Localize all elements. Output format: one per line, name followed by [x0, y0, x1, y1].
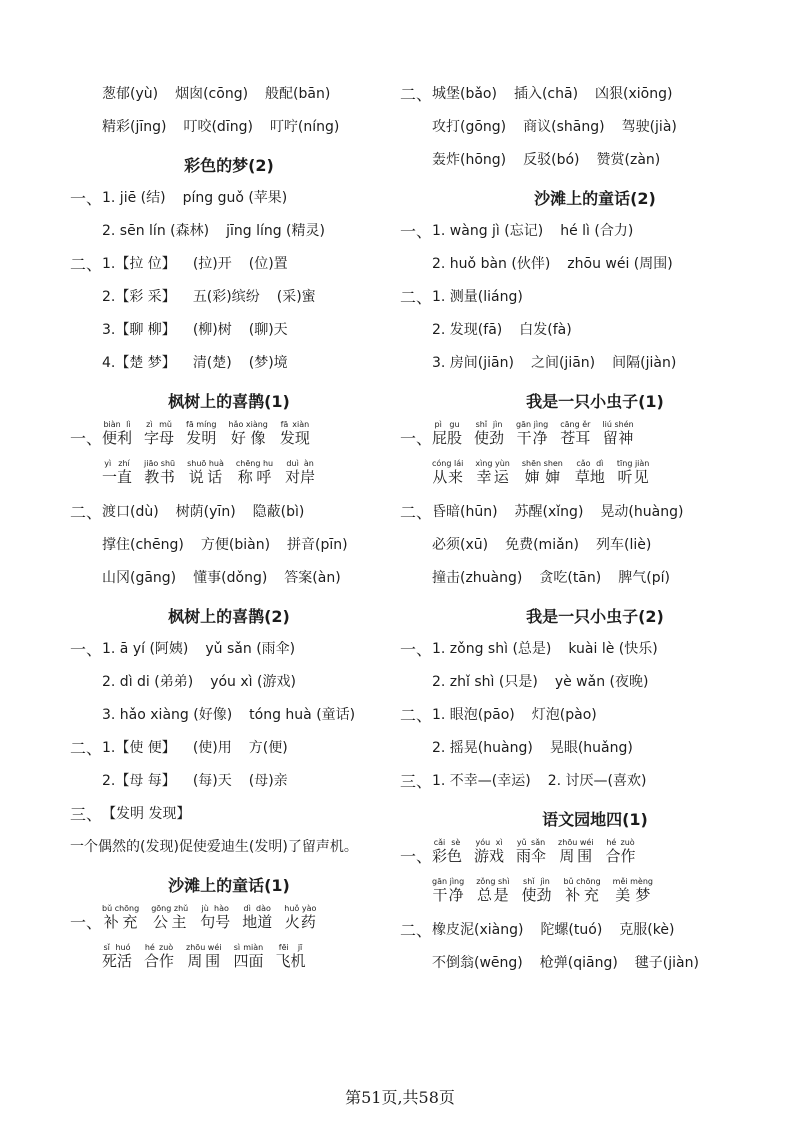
question-number: 二、	[70, 503, 103, 522]
answer-row	[70, 281, 388, 314]
answer-item: 轰炸(hōng)	[432, 152, 507, 168]
answer-item: 树荫(yīn)	[175, 504, 236, 520]
pinyin: liú shén	[602, 420, 634, 429]
answer-item: 2. dì di (弟弟)	[102, 674, 194, 690]
answer-item: kuài lè (快乐)	[568, 641, 658, 657]
answer-row	[400, 914, 790, 947]
pinyin-word	[563, 877, 600, 912]
answer-item: 3.【聊 柳】	[102, 322, 176, 338]
question-number: 一、	[400, 640, 433, 659]
hanzi: 火药	[284, 913, 317, 931]
pinyin: fēi jī	[275, 943, 306, 952]
answer-item: 3. hǎo xiàng (好像)	[102, 707, 233, 723]
answer-item: 克服(kè)	[619, 922, 675, 938]
section-title: 枫树上的喜鹊(1)	[168, 392, 290, 411]
answer-item: 1. 不幸—(幸运)	[432, 773, 531, 789]
pinyin: zì mǔ	[144, 420, 175, 429]
pinyin-row	[400, 418, 790, 457]
pinyin: gān jìng	[432, 877, 465, 886]
hanzi: 好像	[228, 429, 268, 447]
answer-row	[70, 215, 388, 248]
question-number: 二、	[400, 503, 433, 522]
answer-item: 方便(biàn)	[200, 537, 271, 553]
hanzi: 美梦	[612, 886, 653, 904]
answer-row	[400, 281, 790, 314]
answer-item: (拉)开	[192, 256, 232, 272]
answer-sentence: 一个偶然的(发现)促使爱迪生(发明)了留声机。	[70, 839, 358, 855]
answer-item: 苏醒(xǐng)	[514, 504, 584, 520]
pinyin-word	[476, 877, 509, 912]
answer-item: 列车(liè)	[596, 537, 652, 553]
hanzi: 从来	[432, 468, 464, 486]
pinyin: yóu xì	[474, 838, 505, 847]
hanzi: 苍耳	[560, 429, 591, 447]
question-number: 二、	[400, 706, 433, 725]
answer-item: 不倒翁(wēng)	[432, 955, 523, 971]
answer-item: tóng huà (童话)	[249, 707, 356, 723]
answer-item: 必须(xū)	[432, 537, 489, 553]
pinyin: cǎo dì	[574, 459, 605, 468]
hanzi: 称呼	[235, 468, 274, 486]
answer-row	[400, 765, 790, 798]
pinyin-row	[70, 457, 388, 496]
answer-item: 城堡(bǎo)	[432, 86, 497, 102]
answer-item: 2.【彩 采】	[102, 289, 176, 305]
answer-item: 橡皮泥(xiàng)	[432, 922, 524, 938]
hanzi: 补充	[102, 913, 140, 931]
answer-row	[400, 314, 790, 347]
pinyin: yǔ sǎn	[516, 838, 547, 847]
pinyin-row	[400, 836, 790, 875]
hanzi: 句号	[200, 913, 231, 931]
pinyin-word	[284, 904, 316, 939]
pinyin-word	[186, 420, 216, 455]
answer-item: 五(彩)缤纷	[192, 289, 260, 305]
answer-row	[400, 699, 790, 732]
answer-item: 1. 测量(liáng)	[432, 289, 523, 305]
question-number: 三、	[70, 805, 103, 824]
pinyin-word	[516, 420, 548, 455]
hanzi: 屁股	[432, 429, 463, 447]
answer-item: píng guǒ (苹果)	[182, 190, 288, 206]
answer-row	[70, 314, 388, 347]
answer-row	[70, 496, 388, 529]
hanzi: 字母	[144, 429, 175, 447]
answer-item: 反驳(bó)	[523, 152, 580, 168]
answer-item: 清(楚)	[192, 355, 232, 371]
answer-item: 灯泡(pào)	[531, 707, 597, 723]
answer-row	[70, 529, 388, 562]
pinyin-word	[102, 943, 132, 978]
answer-item: 撑住(chēng)	[102, 537, 184, 553]
pinyin: cāng ěr	[560, 420, 591, 429]
pinyin-word	[617, 459, 649, 494]
pinyin-word	[102, 904, 139, 939]
answer-item: 晃动(huàng)	[600, 504, 684, 520]
answer-item: 晃眼(huǎng)	[549, 740, 633, 756]
pinyin-word	[558, 838, 593, 873]
answer-item: 商议(shāng)	[523, 119, 605, 135]
answer-item: (母)亲	[248, 773, 288, 789]
answer-row	[70, 562, 388, 595]
hanzi: 使劲	[474, 429, 505, 447]
answer-row	[400, 78, 790, 111]
page-footer: 第51页,共58页	[345, 1088, 455, 1107]
answer-item: 1.【使 便】	[102, 740, 176, 756]
answer-item: 驾驶(jià)	[621, 119, 677, 135]
pinyin: bǔ chōng	[563, 877, 601, 886]
answer-row	[400, 947, 790, 980]
pinyin: dì dào	[242, 904, 273, 913]
pinyin: jiāo shū	[144, 459, 176, 468]
pinyin: gān jìng	[516, 420, 549, 429]
answer-item: 攻打(gōng)	[432, 119, 507, 135]
answer-item: (每)天	[192, 773, 232, 789]
question-number: 一、	[400, 847, 433, 866]
answer-row	[400, 111, 790, 144]
hanzi: 便利	[102, 429, 133, 447]
hanzi: 说话	[187, 468, 224, 486]
answer-item: 隐蔽(bì)	[252, 504, 305, 520]
answer-item: 插入(chā)	[513, 86, 579, 102]
hanzi: 游戏	[474, 847, 505, 865]
pinyin: sǐ huó	[102, 943, 132, 952]
hanzi: 婶婶	[521, 468, 563, 486]
answer-row	[70, 182, 388, 215]
answer-item: 1. wàng jì (忘记)	[432, 223, 544, 239]
answer-row	[400, 666, 790, 699]
pinyin-word	[144, 943, 174, 978]
question-number: 一、	[70, 913, 103, 932]
answer-item: 1. jiē (结)	[102, 190, 166, 206]
answer-item: 撞击(zhuàng)	[432, 570, 523, 586]
question-number: 三、	[400, 772, 433, 791]
answer-row	[400, 347, 790, 380]
pinyin-word	[285, 459, 315, 494]
answer-item: 贪吃(tān)	[539, 570, 602, 586]
right-column	[400, 78, 790, 980]
question-number: 一、	[400, 429, 433, 448]
pinyin-word	[144, 420, 174, 455]
answer-row	[70, 699, 388, 732]
pinyin-word	[242, 904, 272, 939]
pinyin: shēn shen	[521, 459, 563, 468]
answer-row	[70, 666, 388, 699]
answer-item: hé lì (合力)	[560, 223, 634, 239]
answer-row	[70, 347, 388, 380]
answer-item: 昏暗(hūn)	[432, 504, 498, 520]
answer-item: 2. 摇晃(huàng)	[432, 740, 533, 756]
answer-item: 白发(fà)	[519, 322, 572, 338]
pinyin-word	[186, 943, 221, 978]
hanzi: 公主	[151, 913, 189, 931]
pinyin-word	[522, 459, 563, 494]
pinyin-word	[432, 838, 462, 873]
answer-item: 精彩(jīng)	[102, 119, 167, 135]
hanzi: 彩色	[432, 847, 463, 865]
hanzi: 留神	[602, 429, 634, 447]
pinyin: cǎi sè	[432, 838, 462, 847]
pinyin-row	[70, 902, 388, 941]
question-number: 二、	[70, 255, 103, 274]
pinyin: huǒ yào	[284, 904, 317, 913]
answer-row	[70, 111, 388, 144]
answer-item: 枪弹(qiāng)	[539, 955, 618, 971]
answer-item: 【发明 发现】	[102, 806, 191, 822]
pinyin: jù hào	[200, 904, 231, 913]
pinyin: zǒng shì	[476, 877, 510, 886]
answer-item: 2. 发现(fā)	[432, 322, 503, 338]
pinyin: sì miàn	[233, 943, 264, 952]
answer-item: yè wǎn (夜晚)	[554, 674, 649, 690]
hanzi: 发明	[186, 429, 217, 447]
answer-row	[70, 798, 388, 831]
pinyin-word	[280, 420, 310, 455]
answer-row	[400, 248, 790, 281]
question-number: 二、	[400, 85, 433, 104]
pinyin-word	[228, 420, 267, 455]
pinyin-word	[575, 459, 605, 494]
pinyin: shuō huà	[187, 459, 224, 468]
answer-item: 毽子(jiàn)	[634, 955, 699, 971]
answer-item: 2. zhǐ shì (只是)	[432, 674, 538, 690]
hanzi: 飞机	[275, 952, 306, 970]
question-number: 一、	[70, 429, 103, 448]
pinyin-row	[70, 418, 388, 457]
hanzi: 四面	[233, 952, 264, 970]
section-title: 语文园地四(1)	[542, 810, 648, 829]
question-number: 二、	[400, 288, 433, 307]
answer-row	[400, 529, 790, 562]
answer-row	[400, 633, 790, 666]
pinyin-word	[187, 459, 224, 494]
hanzi: 地道	[242, 913, 273, 931]
answer-item: 2. huǒ bàn (伙伴)	[432, 256, 551, 272]
answer-item: 1. ā yí (阿姨)	[102, 641, 189, 657]
answer-item: (采)蜜	[276, 289, 316, 305]
pinyin: pì gu	[432, 420, 463, 429]
pinyin-word	[613, 877, 653, 912]
hanzi: 听见	[616, 468, 650, 486]
answer-item: yǔ sǎn (雨伞)	[205, 641, 296, 657]
hanzi: 草地	[574, 468, 605, 486]
hanzi: 干净	[516, 429, 549, 447]
pinyin-word	[474, 420, 504, 455]
answer-item: 般配(bān)	[265, 86, 331, 102]
answer-item: (聊)天	[248, 322, 288, 338]
pinyin: cóng lái	[432, 459, 464, 468]
answer-row	[70, 248, 388, 281]
hanzi: 使劲	[521, 886, 552, 904]
answer-row	[400, 215, 790, 248]
pinyin: tīng jiàn	[616, 459, 650, 468]
answer-item: 2. sēn lín (森林)	[102, 223, 210, 239]
pinyin-word	[475, 459, 510, 494]
pinyin: zhōu wéi	[186, 943, 222, 952]
pinyin: duì àn	[285, 459, 316, 468]
answer-item: 之间(jiān)	[530, 355, 596, 371]
pinyin-row	[400, 457, 790, 496]
hanzi: 教书	[144, 468, 176, 486]
answer-item: 间隔(jiàn)	[612, 355, 677, 371]
pinyin-word	[474, 838, 504, 873]
answer-row	[70, 633, 388, 666]
hanzi: 一直	[102, 468, 133, 486]
answer-item: 脾气(pí)	[618, 570, 670, 586]
pinyin-word	[236, 459, 273, 494]
pinyin-word	[144, 459, 175, 494]
pinyin: měi mèng	[612, 877, 653, 886]
hanzi: 补充	[563, 886, 601, 904]
answer-item: 凶狠(xiōng)	[595, 86, 673, 102]
section-title: 沙滩上的童话(1)	[168, 876, 290, 895]
hanzi: 周围	[186, 952, 222, 970]
pinyin-word	[560, 420, 590, 455]
answer-item: 方(便)	[248, 740, 288, 756]
answer-item: 懂事(dǒng)	[193, 570, 268, 586]
hanzi: 发现	[279, 429, 310, 447]
pinyin: shǐ jìn	[521, 877, 552, 886]
question-number: 二、	[400, 921, 433, 940]
pinyin-row	[70, 941, 388, 980]
answer-item: 答案(àn)	[284, 570, 341, 586]
question-number: 一、	[400, 222, 433, 241]
pinyin-word	[521, 877, 551, 912]
pinyin: gōng zhǔ	[151, 904, 189, 913]
section-title: 枫树上的喜鹊(2)	[168, 607, 290, 626]
pinyin-word	[151, 904, 188, 939]
answer-item: (柳)树	[192, 322, 232, 338]
hanzi: 死活	[102, 952, 133, 970]
answer-item: yóu xì (游戏)	[210, 674, 296, 690]
answer-item: 1.【拉 位】	[102, 256, 176, 272]
section-title: 彩色的梦(2)	[184, 156, 274, 175]
pinyin: chēng hu	[235, 459, 274, 468]
pinyin-word	[102, 420, 132, 455]
hanzi: 总是	[476, 886, 510, 904]
question-number: 一、	[70, 189, 103, 208]
answer-item: (梦)境	[248, 355, 288, 371]
answer-item: 赞赏(zàn)	[596, 152, 661, 168]
answer-item: 拼音(pīn)	[287, 537, 348, 553]
pinyin-word	[432, 459, 463, 494]
pinyin-word	[200, 904, 230, 939]
answer-item: 叮咬(dīng)	[183, 119, 253, 135]
question-number: 二、	[70, 739, 103, 758]
pinyin-row	[400, 875, 790, 914]
hanzi: 合作	[605, 847, 636, 865]
hanzi: 干净	[432, 886, 465, 904]
answer-item: 2.【母 每】	[102, 773, 176, 789]
pinyin: zhōu wéi	[558, 838, 594, 847]
pinyin: fā xiàn	[279, 420, 310, 429]
answer-row	[400, 496, 790, 529]
pinyin: shǐ jìn	[474, 420, 505, 429]
answer-item: (使)用	[192, 740, 232, 756]
hanzi: 雨伞	[516, 847, 547, 865]
pinyin: xìng yùn	[475, 459, 510, 468]
left-column	[70, 78, 388, 980]
answer-item: zhōu wéi (周围)	[567, 256, 673, 272]
pinyin-word	[234, 943, 264, 978]
answer-item: 烟囱(cōng)	[175, 86, 249, 102]
answer-row	[400, 732, 790, 765]
section-title: 我是一只小虫子(1)	[526, 392, 664, 411]
answer-item: 免费(miǎn)	[505, 537, 579, 553]
pinyin-word	[606, 838, 636, 873]
answer-item: 1. zǒng shì (总是)	[432, 641, 552, 657]
question-number: 一、	[70, 640, 103, 659]
answer-item: 陀螺(tuó)	[540, 922, 603, 938]
pinyin: biàn lì	[102, 420, 133, 429]
pinyin-word	[602, 420, 633, 455]
answer-row	[70, 78, 388, 111]
hanzi: 合作	[144, 952, 175, 970]
pinyin: yì zhí	[102, 459, 133, 468]
answer-item: 4.【楚 梦】	[102, 355, 176, 371]
hanzi: 幸运	[475, 468, 510, 486]
pinyin: hé zuò	[144, 943, 175, 952]
answer-item: jīng líng (精灵)	[226, 223, 325, 239]
answer-item: 渡口(dù)	[102, 504, 159, 520]
answer-item: 叮咛(níng)	[269, 119, 340, 135]
answer-item: 1. 眼泡(pāo)	[432, 707, 515, 723]
pinyin-word	[102, 459, 132, 494]
answer-item: (位)置	[248, 256, 288, 272]
section-title: 沙滩上的童话(2)	[534, 189, 656, 208]
pinyin: fā míng	[186, 420, 217, 429]
answer-row	[400, 562, 790, 595]
pinyin-word	[276, 943, 306, 978]
answer-item: 葱郁(yù)	[102, 86, 159, 102]
answer-item: 山冈(gāng)	[102, 570, 177, 586]
hanzi: 对岸	[285, 468, 316, 486]
hanzi: 周围	[558, 847, 594, 865]
pinyin-word	[432, 877, 464, 912]
section-title: 我是一只小虫子(2)	[526, 607, 664, 626]
pinyin: hǎo xiàng	[228, 420, 268, 429]
answer-row	[70, 732, 388, 765]
answer-row	[400, 144, 790, 177]
pinyin: hé zuò	[605, 838, 636, 847]
pinyin: bǔ chōng	[102, 904, 140, 913]
pinyin-word	[432, 420, 462, 455]
answer-item: 2. 讨厌—(喜欢)	[547, 773, 647, 789]
answer-row	[70, 765, 388, 798]
answer-item: 3. 房间(jiān)	[432, 355, 514, 371]
pinyin-word	[516, 838, 546, 873]
